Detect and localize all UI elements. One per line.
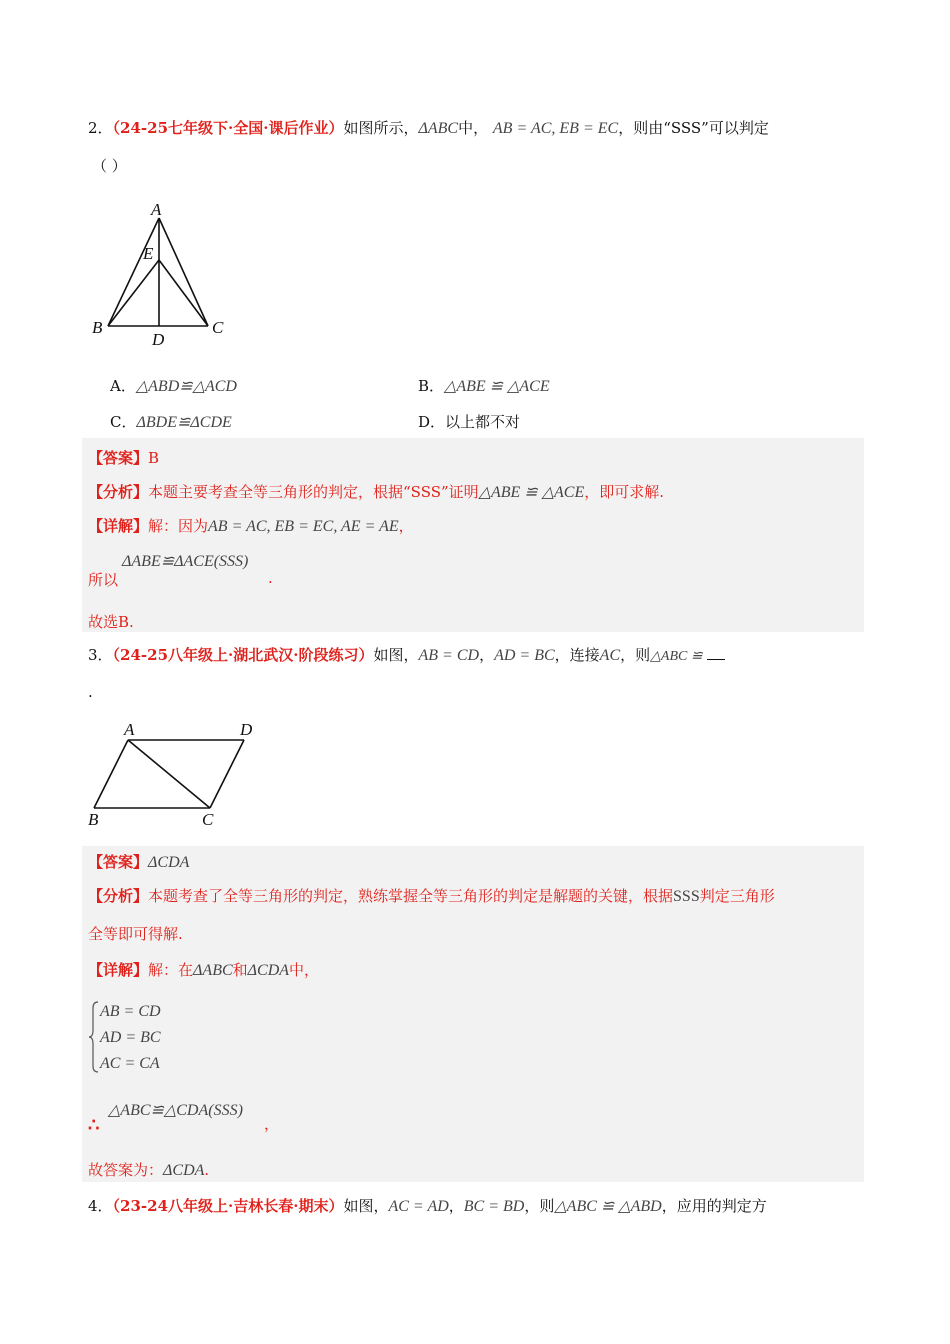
q4-stem-math3: △ABC ≌ △ABD [554, 1198, 662, 1215]
q3-stem-text-b: ， [479, 646, 495, 664]
q3-label-c: C [202, 810, 214, 829]
q3-answer-label: 【答案】 [88, 853, 149, 871]
q2-stem-math2: AB = AC, EB = EC [492, 120, 619, 137]
q3-system-eq1: AB = CD [100, 1003, 161, 1020]
q2-so-end: . [268, 569, 273, 587]
q3-analysis-text-a: 本题考查了全等三角形的判定，熟练掌握全等三角形的判定是解题的关键，根据 [148, 887, 674, 905]
q3-final [88, 1160, 209, 1181]
q3-label-a: A [124, 720, 135, 739]
q3-label-b: B [88, 810, 99, 829]
q3-parallelogram-diagram [84, 718, 264, 833]
q3-stem-math2: AD = BC [494, 647, 555, 664]
q3-analysis-line1 [88, 886, 775, 907]
q3-answer [88, 852, 189, 873]
q3-detail-m1: ΔABC [193, 962, 233, 979]
q4-stem-text-d: ，应用的判定方 [661, 1197, 767, 1215]
q4-stem [88, 1196, 767, 1217]
q3-stem-text-d: ，则 [620, 646, 651, 664]
q2-figure [88, 198, 238, 350]
q3-system-eq2: AD = BC [100, 1029, 161, 1046]
q2-analysis-text-a: 本题主要考查全等三角形的判定，根据“SSS”证明 [148, 483, 479, 501]
q2-stem-text-a: 如图所示， [343, 119, 419, 137]
q3-stem-math4: △ABC ≌ [650, 649, 703, 664]
q3-final-end: . [204, 1161, 210, 1179]
q2-paren: （ ） [92, 157, 127, 175]
q3-answer-value: ΔCDA [148, 854, 190, 871]
q4-stem-math2: BC = BD [463, 1198, 525, 1215]
q2-analysis [88, 482, 664, 503]
q2-stem-math1: ΔABC [418, 120, 459, 137]
q4-source: （23-24八年级上·吉林长春·期末） [112, 1197, 344, 1215]
q2-option-d-letter: D． [418, 413, 446, 431]
q2-so: 所以 [88, 571, 119, 589]
q3-detail [88, 960, 319, 981]
q2-label-b: B [92, 318, 103, 337]
q3-therefore-symbol: ∴ [88, 1115, 100, 1136]
q2-analysis-text-b: ，即可求解. [584, 483, 664, 501]
q2-analysis-math: △ABE ≌ △ACE [478, 484, 585, 501]
q2-option-d-text: 以上都不对 [445, 413, 521, 431]
q3-blank[interactable] [707, 645, 725, 660]
q3-stem-text-c: ，连接 [554, 646, 600, 664]
q3-figure [84, 718, 264, 833]
q2-segment-ab [108, 218, 159, 326]
q2-option-b-letter: B． [418, 377, 445, 395]
q2-stem [88, 118, 769, 139]
q2-detail-text-a: 解：因为 [148, 517, 209, 535]
q2-option-c-text: ΔBDE≌ΔCDE [136, 414, 232, 431]
q3-therefore-end: ， [264, 1115, 280, 1133]
q2-analysis-label: 【分析】 [88, 483, 149, 501]
q3-segment-dc [210, 740, 244, 808]
q2-number: 2． [88, 119, 113, 137]
q2-detail-text-b: ， [398, 517, 414, 535]
q3-stem-math1: AB = CD [418, 647, 480, 664]
q2-stem-text-b: 中， [458, 119, 489, 137]
q2-answer-value: B [148, 449, 160, 467]
q2-option-a-text: △ABD≌△ACD [135, 378, 237, 395]
q4-stem-text-b: ， [448, 1197, 464, 1215]
q3-stem-text-a: 如图， [373, 646, 419, 664]
q3-stem [88, 645, 725, 667]
q4-stem-math1: AC = AD [388, 1198, 449, 1215]
q3-analysis-label: 【分析】 [88, 887, 149, 905]
q3-segment-ac [128, 740, 210, 808]
q3-label-d: D [240, 720, 253, 739]
q3-segment-ab [94, 740, 128, 808]
q3-system-eq3: AC = CA [100, 1055, 160, 1072]
q4-number: 4． [88, 1197, 113, 1215]
q2-option-a[interactable] [110, 376, 237, 397]
q3-detail-and: 和 [232, 961, 248, 979]
q2-detail-label: 【详解】 [88, 517, 149, 535]
q3-stem-math3: AC [599, 647, 621, 664]
q3-detail-text-a: 解：在 [148, 961, 194, 979]
q2-segment-ec [159, 260, 208, 326]
q4-stem-text-a: 如图， [343, 1197, 389, 1215]
q3-detail-m2: ΔCDA [247, 962, 290, 979]
q3-number: 3． [88, 646, 113, 664]
left-brace-icon [88, 1000, 100, 1074]
q2-detail [88, 516, 414, 537]
q2-source: （24-25七年级下·全国·课后作业） [112, 119, 344, 137]
q3-final-text: 故答案为： [88, 1161, 164, 1179]
q2-option-c-letter: C． [110, 413, 137, 431]
q2-answer [88, 448, 159, 468]
q2-label-d: D [152, 330, 165, 349]
q3-detail-label: 【详解】 [88, 961, 149, 979]
q2-label-a: A [151, 200, 162, 219]
q3-detail-text-b: 中， [289, 961, 320, 979]
q4-stem-text-c: ，则 [524, 1197, 555, 1215]
q2-segment-eb [108, 260, 159, 326]
q3-source: （24-25八年级上·湖北武汉·阶段练习） [112, 646, 374, 664]
q2-option-c[interactable] [110, 412, 232, 433]
q2-conclusion-math: ΔABE≌ΔACE(SSS) [122, 553, 249, 570]
q2-final: 故选B. [88, 613, 134, 631]
q2-option-a-letter: A． [110, 377, 136, 395]
q2-answer-label: 【答案】 [88, 449, 149, 467]
q2-stem-text-c: ，则由“SSS”可以判定 [618, 119, 769, 137]
q3-therefore-math: △ABC≌△CDA(SSS) [108, 1102, 243, 1119]
q3-system-brace [88, 1000, 100, 1074]
q3-analysis-sss: SSS [673, 888, 700, 905]
q2-option-d[interactable] [418, 412, 520, 432]
q3-final-math: ΔCDA [163, 1162, 205, 1179]
q2-label-c: C [212, 318, 224, 337]
q2-option-b[interactable] [418, 376, 550, 397]
q3-period: . [88, 683, 93, 701]
q2-label-e: E [143, 244, 154, 263]
q2-option-b-text: △ABE ≌ △ACE [444, 378, 550, 395]
q2-segment-ac [159, 218, 208, 326]
q2-detail-math: AB = AC, EB = EC, AE = AE [208, 518, 399, 535]
q3-analysis-text-b: 判定三角形 [699, 887, 775, 905]
q3-analysis-line2: 全等即可得解. [88, 925, 183, 943]
